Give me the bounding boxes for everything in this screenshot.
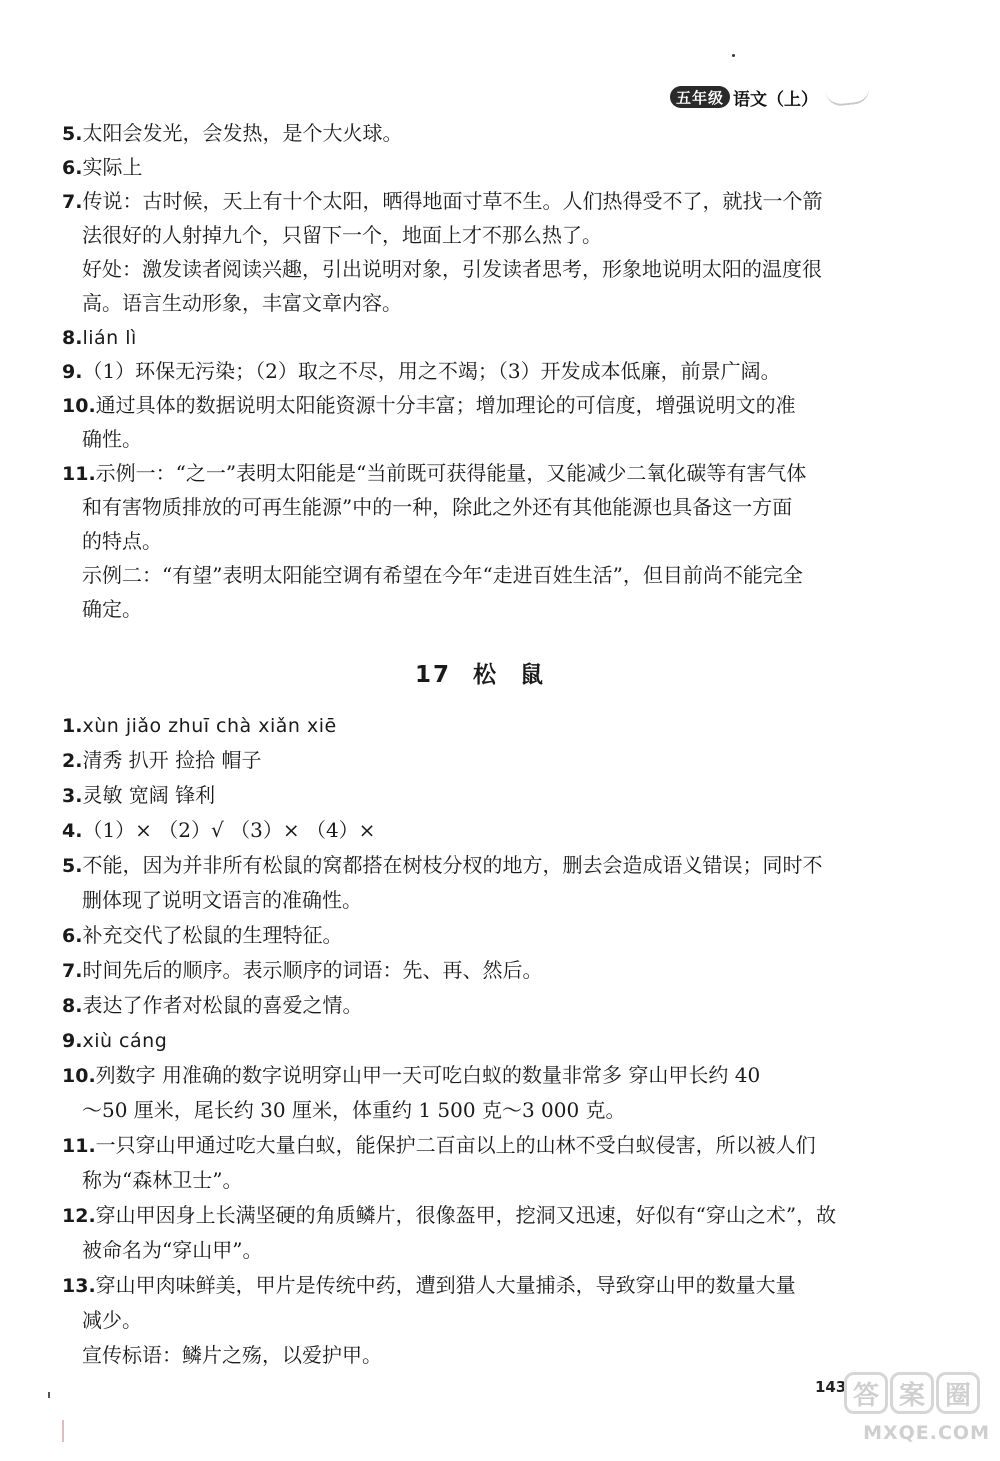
answer-text: 一只穿山甲通过吃大量白蚁，能保护二百亩以上的山林不受白蚁侵害，所以被人们 <box>95 1133 816 1157</box>
answer-continuation: 被命名为“穿山甲”。 <box>82 1238 263 1262</box>
answer-text: 传说：古时候，天上有十个太阳，晒得地面寸草不生。人们热得受不了，就找一个箭 <box>82 189 823 213</box>
answer-text: 表达了作者对松鼠的喜爱之情。 <box>82 993 363 1017</box>
answer-continuation: 示例二：“有望”表明太阳能空调有希望在今年“走进百姓生活”，但目前尚不能完全 <box>82 563 803 587</box>
answer-item <box>62 116 892 150</box>
answer-continuation: 减少。 <box>82 1308 142 1332</box>
answer-item <box>62 184 892 218</box>
answer-continuation: 好处：激发读者阅读兴趣，引出说明对象，引发读者思考，形象地说明太阳的温度很 <box>82 257 822 281</box>
answer-text: 穿山甲因身上长满坚硬的角质鳞片，很像盔甲，挖洞又迅速，好似有“穿山之术”，故 <box>95 1203 837 1227</box>
watermark-logo-char: 答 <box>844 1372 888 1414</box>
answer-continuation: 确定。 <box>82 597 142 621</box>
answer-text: 通过具体的数据说明太阳能资源十分丰富；增加理论的可信度，增强说明文的准 <box>95 393 796 417</box>
running-header <box>670 84 900 110</box>
answer-item <box>62 1023 892 1057</box>
answer-text: lián lì <box>82 327 137 349</box>
answer-number: 5. <box>62 123 83 145</box>
answer-item <box>62 848 892 882</box>
answer-item <box>62 1058 892 1092</box>
section-title-char-1: 松 <box>473 662 498 688</box>
answer-number: 9. <box>62 1030 83 1052</box>
answer-number: 13. <box>62 1275 96 1297</box>
answer-text: 列数字 用准确的数字说明穿山甲一天可吃白蚁的数量非常多 穿山甲长约 40 <box>95 1063 761 1087</box>
answer-number: 8. <box>62 327 83 349</box>
answer-number: 11. <box>62 1135 96 1157</box>
answer-number: 7. <box>62 960 83 982</box>
answer-item <box>62 1268 892 1302</box>
answer-item <box>62 813 892 847</box>
answer-item <box>62 456 892 490</box>
answer-text: 不能，因为并非所有松鼠的窝都搭在树枝分杈的地方，删去会造成语义错误；同时不 <box>82 853 823 877</box>
answer-number: 4. <box>62 820 83 842</box>
answer-text: 示例一：“之一”表明太阳能是“当前既可获得能量，又能减少二氧化碳等有害气体 <box>95 461 807 485</box>
answer-text: 时间先后的顺序。表示顺序的词语：先、再、然后。 <box>82 958 543 982</box>
answer-continuation: 的特点。 <box>82 529 162 553</box>
section-title-char-2: 鼠 <box>520 662 545 688</box>
answer-number: 10. <box>62 395 96 417</box>
answer-number: 10. <box>62 1065 96 1087</box>
header-dot <box>732 54 735 57</box>
answer-continuation: 宣传标语：鳞片之殇，以爱护甲。 <box>82 1343 382 1367</box>
answer-text: 穿山甲肉味鲜美，甲片是传统中药，遭到猎人大量捕杀，导致穿山甲的数量大量 <box>95 1273 796 1297</box>
answer-item <box>62 150 892 184</box>
answer-continuation: 高。语言生动形象，丰富文章内容。 <box>82 291 402 315</box>
answer-number: 1. <box>62 715 83 737</box>
answer-continuation: 称为“森林卫士”。 <box>82 1168 243 1192</box>
answer-item <box>62 354 892 388</box>
answer-text: 实际上 <box>82 155 143 179</box>
watermark-logo-char: 案 <box>890 1372 934 1414</box>
answer-number: 5. <box>62 855 83 877</box>
answer-continuation: 确性。 <box>82 427 142 451</box>
section-title <box>0 656 960 689</box>
answer-item <box>62 988 892 1022</box>
answer-item <box>62 1198 892 1232</box>
margin-mark <box>62 1420 64 1442</box>
watermark-logo-char: 圈 <box>936 1372 980 1414</box>
answer-text: 清秀 扒开 捡拾 帽子 <box>82 748 262 772</box>
answer-number: 11. <box>62 463 96 485</box>
answer-number: 2. <box>62 750 83 772</box>
watermark <box>830 1372 990 1452</box>
answer-number: 9. <box>62 361 83 383</box>
answer-continuation: ～50 厘米，尾长约 30 厘米，体重约 1 500 克～3 000 克。 <box>82 1098 626 1122</box>
answer-number: 8. <box>62 995 83 1017</box>
margin-mark-dot <box>48 1392 50 1398</box>
answer-item <box>62 320 892 354</box>
answer-text: xiù cáng <box>82 1030 168 1052</box>
answer-number: 3. <box>62 785 83 807</box>
answer-continuation: 删体现了说明文语言的准确性。 <box>82 888 362 912</box>
header-decoration <box>825 87 870 108</box>
answer-number: 6. <box>62 157 83 179</box>
answer-item <box>62 953 892 987</box>
answer-item <box>62 778 892 812</box>
answer-text: （1）环保无污染；（2）取之不尽，用之不竭；（3）开发成本低廉，前景广阔。 <box>82 359 781 383</box>
answer-number: 6. <box>62 925 83 947</box>
answer-item <box>62 918 892 952</box>
answer-item <box>62 1128 892 1162</box>
answer-continuation: 法很好的人射掉九个，只留下一个，地面上才不那么热了。 <box>82 223 602 247</box>
page-number: 143 <box>815 1378 847 1396</box>
answer-text: （1）× （2）√ （3）× （4）× <box>82 818 376 842</box>
grade-badge: 五年级 <box>670 86 730 108</box>
answer-text: 太阳会发光，会发热，是个大火球。 <box>82 121 403 145</box>
subject-label: 语文（上） <box>733 89 819 110</box>
answer-item <box>62 708 892 742</box>
answer-item <box>62 743 892 777</box>
answer-text: 补充交代了松鼠的生理特征。 <box>82 923 343 947</box>
answer-number: 7. <box>62 191 83 213</box>
section-number: 17 <box>414 662 451 688</box>
answer-text: xùn jiǎo zhuī chà xiǎn xiē <box>82 715 337 737</box>
answer-item <box>62 388 892 422</box>
answer-text: 灵敏 宽阔 锋利 <box>82 783 216 807</box>
watermark-logo <box>844 1372 984 1416</box>
watermark-url: MXQE.COM <box>863 1422 990 1444</box>
answer-continuation: 和有害物质排放的可再生能源”中的一种，除此之外还有其他能源也具备这一方面 <box>82 495 793 519</box>
answer-number: 12. <box>62 1205 96 1227</box>
